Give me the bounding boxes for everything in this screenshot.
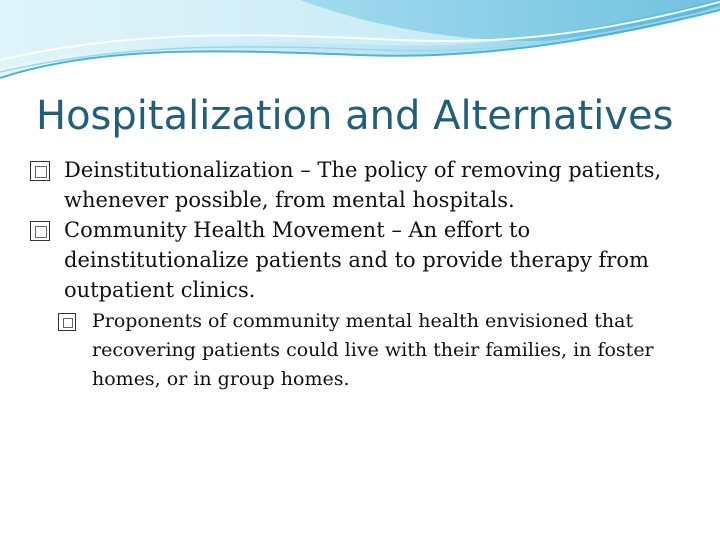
sub-bullet-text: Proponents of community mental health envisioned that recovering patients could live with their families, in foster homes, or in group homes. — [92, 310, 654, 390]
bullet-text: Community Health Movement – An effort to deinstitutionalize patients and to provide therapy from outpatient clinics. — [64, 218, 649, 302]
missing-glyph-box-icon — [58, 313, 76, 331]
slide-title: Hospitalization and Alternatives — [36, 93, 674, 139]
bullet-item — [30, 215, 700, 305]
missing-glyph-box-icon — [30, 161, 50, 181]
sub-bullet-item — [58, 307, 700, 394]
bullet-item — [30, 155, 700, 215]
bullet-text: Deinstitutionalization – The policy of removing patients, whenever possible, from mental hospitals. — [64, 158, 662, 212]
header-wave-decoration — [0, 0, 720, 90]
missing-glyph-box-icon — [30, 221, 50, 241]
slide-body — [30, 155, 700, 394]
